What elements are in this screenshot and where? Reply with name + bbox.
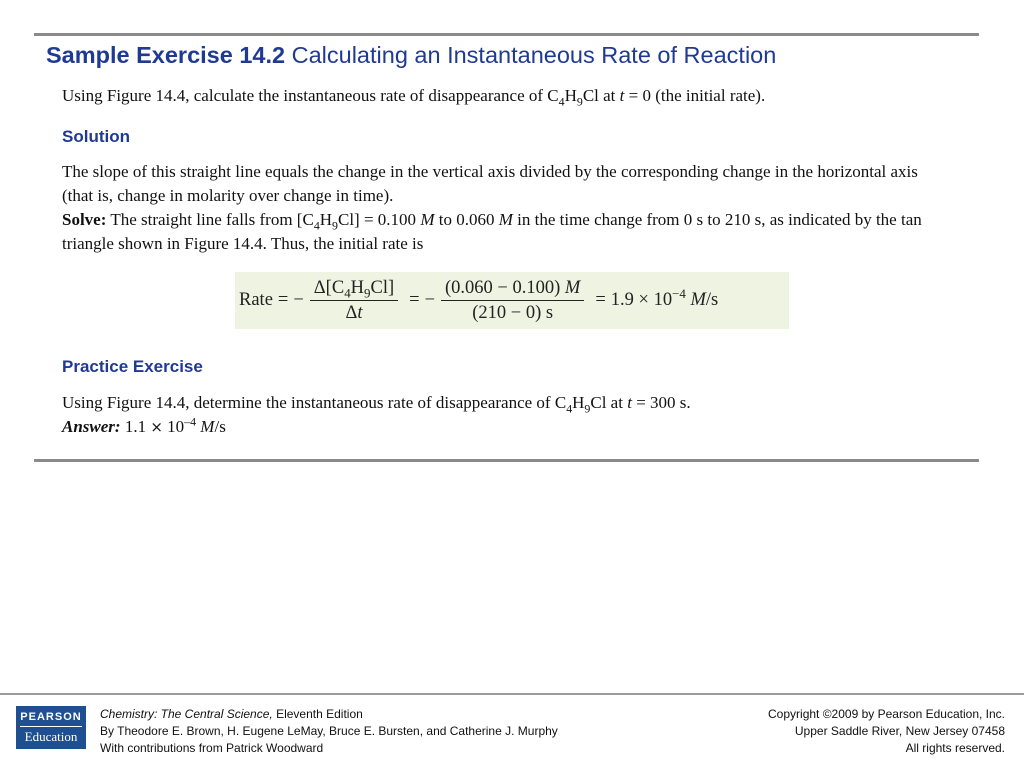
molarity-unit: M: [196, 417, 215, 436]
practice-text: Cl at: [590, 393, 628, 412]
rate-result: [610, 285, 719, 311]
book-authors: By Theodore E. Brown, H. Eugene LeMay, Bruce E. Bursten, and Catherine J. Murphy: [100, 724, 558, 738]
numeric-fraction: [441, 278, 584, 323]
solve-text: H: [319, 210, 333, 229]
subscript: 9: [576, 94, 583, 109]
numerator-text: Δ[C: [313, 278, 345, 298]
molarity-unit: M: [564, 278, 581, 298]
exponent: −4: [672, 285, 686, 301]
footer-book-info: [100, 706, 558, 757]
equals-sign: =: [595, 290, 606, 310]
footer-rule: [0, 693, 1024, 695]
logo-bottom-text: Education: [24, 729, 78, 744]
result-value: 1.9 × 10: [610, 290, 673, 310]
answer-label: Answer:: [62, 417, 121, 436]
practice-text: = 300 s.: [631, 393, 691, 412]
title-exercise-number: Sample Exercise 14.2: [46, 42, 286, 68]
problem-text: Using Figure 14.4, calculate the instantaneous rate of disappearance of C: [62, 86, 559, 105]
subscript: 4: [313, 218, 320, 233]
pearson-logo: [16, 706, 86, 749]
solve-label: Solve:: [62, 210, 107, 229]
solve-text: Cl] = 0.100: [338, 210, 421, 229]
problem-text: = 0 (the initial rate).: [624, 86, 766, 105]
top-rule: [34, 33, 979, 36]
solve-text: in the time change from 0 s to 210 s, as indicated by the tan triangle shown in Figure 14.4. Thus, the initial rate is: [62, 210, 922, 253]
numerator-text: Cl]: [370, 278, 395, 298]
publisher-location: Upper Saddle River, New Jersey 07458: [794, 724, 1005, 738]
minus-sign: −: [293, 290, 304, 310]
practice-heading: Practice Exercise: [62, 357, 203, 376]
times-sign: ×: [150, 418, 163, 436]
subscript: 9: [364, 285, 371, 301]
denominator-text: Δ: [345, 303, 358, 323]
subscript: 4: [344, 285, 351, 301]
practice-text: Using Figure 14.4, determine the instantaneous rate of disappearance of C: [62, 393, 567, 412]
time-variable: t: [357, 303, 363, 323]
numerator-text: H: [350, 278, 365, 298]
fraction-denominator: [341, 301, 366, 323]
fraction-numerator: [310, 278, 398, 301]
fraction-denominator: (210 − 0) s: [472, 303, 554, 323]
solve-text: The straight line falls from [C: [106, 210, 314, 229]
subscript: 4: [566, 401, 573, 416]
minus-sign: −: [424, 290, 436, 310]
subscript: 9: [584, 401, 591, 416]
book-contributions: With contributions from Patrick Woodward: [100, 741, 324, 755]
copyright-text: Copyright ©2009 by Pearson Education, Inc.: [768, 707, 1005, 721]
problem-text: Cl at: [582, 86, 620, 105]
molarity-unit: M: [690, 290, 706, 310]
time-variable: t: [619, 86, 625, 105]
title-topic: Calculating an Instantaneous Rate of Reaction: [285, 42, 777, 68]
book-title: Chemistry: The Central Science,: [100, 707, 273, 721]
problem-text: H: [564, 86, 577, 105]
solve-text: to 0.060: [434, 210, 499, 229]
rate-equation: [235, 272, 789, 329]
exponent: –4: [184, 414, 197, 429]
subscript: 4: [558, 94, 565, 109]
solution-heading: Solution: [62, 127, 130, 146]
rights-text: All rights reserved.: [905, 741, 1005, 755]
bottom-rule: [34, 459, 979, 462]
equals-sign: =: [409, 290, 420, 310]
equals-sign: =: [277, 290, 289, 310]
footer-copyright: [768, 706, 1005, 757]
numerator-text: (0.060 − 0.100): [445, 278, 565, 298]
molarity-unit: M: [420, 210, 435, 229]
subscript: 9: [332, 218, 338, 233]
answer-value: 1.1: [120, 417, 151, 436]
rate-definition-fraction: [310, 278, 398, 323]
book-edition: Eleventh Edition: [272, 707, 363, 721]
time-unit: /s: [705, 290, 719, 310]
time-variable: t: [627, 393, 632, 412]
answer-value: 10: [162, 417, 185, 436]
fraction-numerator: [441, 278, 584, 301]
solution-paragraph: [62, 160, 932, 256]
rate-label: Rate: [239, 290, 273, 310]
solution-text: The slope of this straight line equals the change in the vertical axis divided by the corresponding change in the horizontal axis (that is, change in molarity over change in time).: [62, 162, 918, 205]
slide-title: [46, 42, 776, 69]
logo-top-text: PEARSON: [20, 710, 81, 727]
molarity-unit: M: [498, 210, 513, 229]
practice-text: H: [572, 393, 585, 412]
practice-paragraph: [62, 391, 932, 439]
problem-statement: [62, 84, 932, 108]
time-unit: /s: [214, 417, 226, 436]
